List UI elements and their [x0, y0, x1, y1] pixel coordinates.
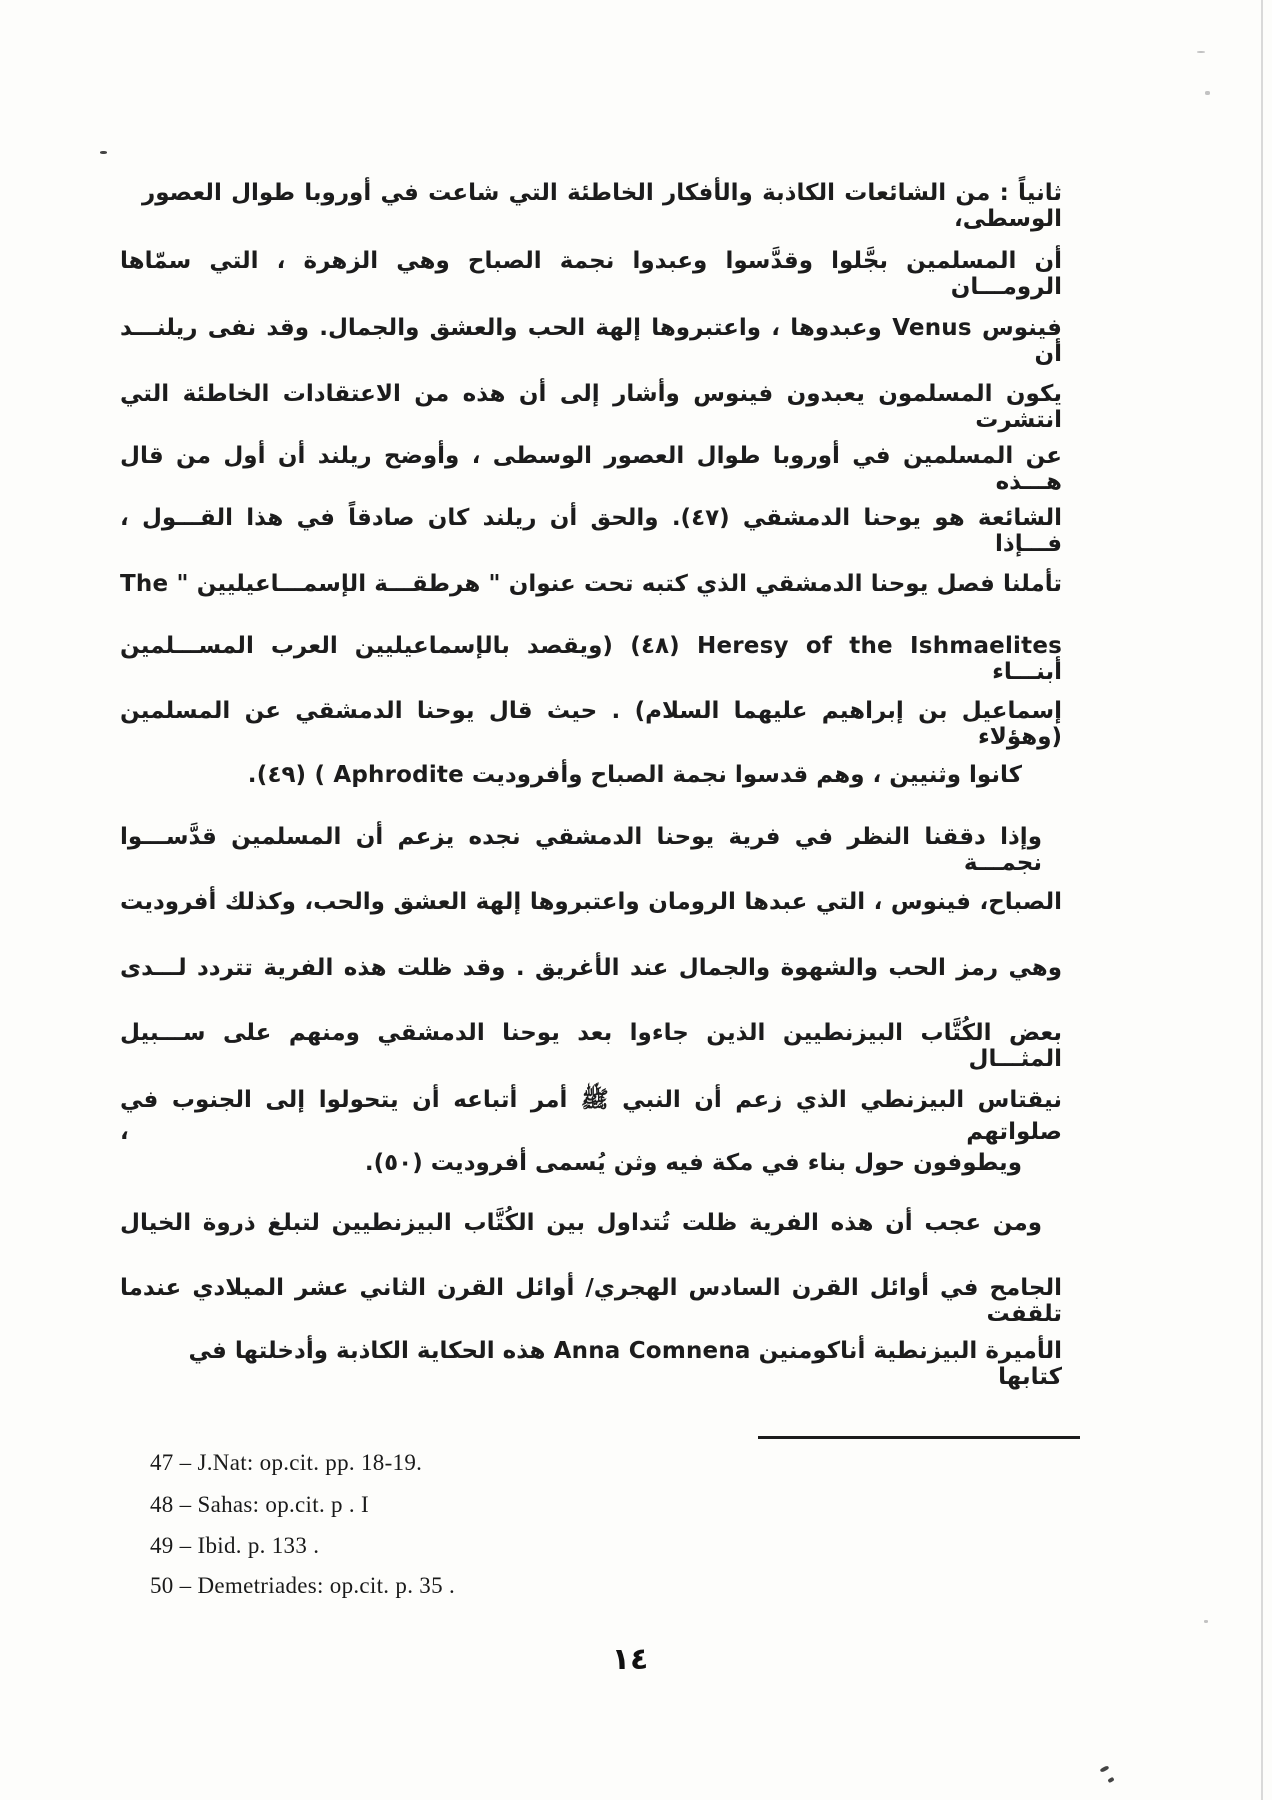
footnote: 50 – Demetriades: op.cit. p. 35 .: [150, 1573, 456, 1598]
text-line: ثانياً : من الشائعات الكاذبة والأفكار الخاطئة التي شاعت في أوروبا طوال العصور الوسطى،: [142, 180, 1062, 232]
text-line: يكون المسلمون يعبدون فينوس وأشار إلى أن هذه من الاعتقادات الخاطئة التي انتشرت: [120, 381, 1062, 433]
scan-speck: [1204, 1620, 1208, 1623]
scan-speck: [1100, 1765, 1110, 1772]
text-line: نيقتاس البيزنطي الذي زعم أن النبي ﷺ أمر أتباعه أن يتحولوا إلى الجنوب في صلواتهم ،: [120, 1087, 1062, 1145]
scan-speck: [1205, 91, 1210, 95]
scan-speck: [1107, 1777, 1114, 1783]
text-line: تأملنا فصل يوحنا الدمشقي الذي كتبه تحت عنوان " هرطقـــة الإسمـــاعيليين " The: [120, 571, 1062, 597]
footnote: 48 – Sahas: op.cit. p . I: [150, 1492, 369, 1517]
text-line: عن المسلمين في أوروبا طوال العصور الوسطى ، وأوضح ريلند أن أول من قال هـــذه: [120, 443, 1062, 495]
text-line: ويطوفون حول بناء في مكة فيه وثن يُسمى أفروديت (٥٠).: [364, 1150, 1022, 1176]
text-line: وهي رمز الحب والشهوة والجمال عند الأغريق . وقد ظلت هذه الفرية تتردد لـــدى: [120, 955, 1062, 981]
text-line: الأميرة البيزنطية أناكومنين Anna Comnena هذه الحكاية الكاذبة وأدخلتها في كتابها: [188, 1338, 1062, 1390]
footnote: 49 – Ibid. p. 133 .: [150, 1533, 320, 1558]
scan-speck: [100, 151, 107, 154]
footnote: 47 – J.Nat: op.cit. pp. 18-19.: [150, 1450, 423, 1475]
text-line: أن المسلمين بجَّلوا وقدَّسوا وعبدوا نجمة الصباح وهي الزهرة ، التي سمّاها الرومـــان: [120, 248, 1062, 300]
scan-edge-line: [1261, 0, 1263, 1800]
text-line: وإذا دققنا النظر في فرية يوحنا الدمشقي نجده يزعم أن المسلمين قدَّســـوا نجمـــة: [120, 824, 1042, 876]
text-line: ومن عجب أن هذه الفرية ظلت تُتداول بين الكُتَّاب البيزنطيين لتبلغ ذروة الخيال: [120, 1210, 1042, 1236]
text-line: الصباح، فينوس ، التي عبدها الرومان واعتبروها إلهة العشق والحب، وكذلك أفروديت: [120, 889, 1062, 915]
scan-speck: [1197, 51, 1205, 53]
text-line: إسماعيل بن إبراهيم عليهما السلام) . حيث قال يوحنا الدمشقي عن المسلمين (وهؤلاء: [120, 698, 1062, 750]
text-line: Heresy of the Ishmaelites (٤٨) (ويقصد بالإسماعيليين العرب المســـلمين أبنـــاء: [120, 633, 1063, 685]
text-line: كانوا وثنيين ، وهم قدسوا نجمة الصباح وأفروديت Aphrodite ) (٤٩).: [247, 762, 1022, 788]
text-line: فينوس Venus وعبدوها ، واعتبروها إلهة الحب والعشق والجمال. وقد نفى ريلنـــد أن: [120, 315, 1062, 367]
text-line: الجامح في أوائل القرن السادس الهجري/ أوائل القرن الثاني عشر الميلادي عندما تلقفت: [120, 1275, 1062, 1327]
text-line: الشائعة هو يوحنا الدمشقي (٤٧). والحق أن ريلند كان صادقاً في هذا القـــول ، فـــإذا: [120, 505, 1062, 557]
page-number: ١٤: [611, 1642, 649, 1677]
footnote-separator: [758, 1436, 1080, 1439]
text-line: بعض الكُتَّاب البيزنطيين الذين جاءوا بعد يوحنا الدمشقي ومنهم على ســـبيل المثـــال: [120, 1020, 1062, 1072]
